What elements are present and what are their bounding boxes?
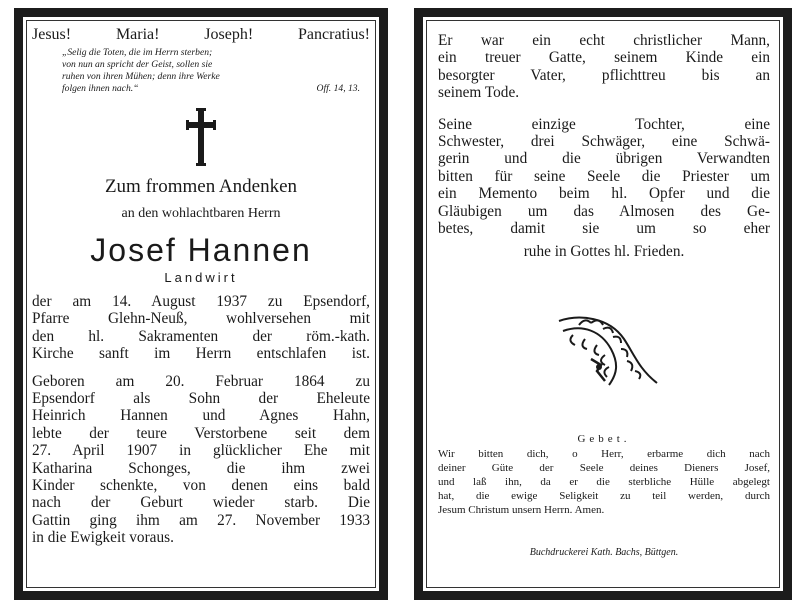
text-line: Gattin ging ihm am 27. November 1933 xyxy=(32,511,370,529)
text-line: Katharina Schonges, die ihm zwei xyxy=(32,459,370,477)
occupation: Landwirt xyxy=(164,270,238,285)
invocation-pancratius: Pancratius! xyxy=(298,26,370,43)
text-line: der am 14. August 1937 zu Epsendorf, xyxy=(32,293,370,310)
text-line: lebte der teure Verstorbene seit dem xyxy=(32,424,370,442)
text-line: nach der Geburt wieder starb. Die xyxy=(32,494,370,512)
text-line: Kirche sanft im Herrn entschlafen ist. xyxy=(32,345,370,363)
death-paragraph xyxy=(32,293,370,363)
memorial-card-back xyxy=(414,8,792,600)
bible-line: folgen ihnen nach.“ xyxy=(62,83,139,94)
prayer-line: und laß ihn, da er die sterbliche Hülle abgelegt xyxy=(438,475,770,488)
text-line: besorgter Vater, pflichttreu bis an xyxy=(438,66,770,84)
printer-imprint: Buchdruckerei Kath. Bachs, Büttgen. xyxy=(529,546,679,558)
cross-icon xyxy=(186,108,216,166)
prayer-text xyxy=(438,447,770,517)
text-line: Gläubigen um das Almosen des Ge- xyxy=(438,202,770,220)
invocation-jesus: Jesus! xyxy=(32,26,72,43)
text-line: in die Ewigkeit voraus. xyxy=(32,529,174,547)
text-line: Geboren am 20. Februar 1864 zu xyxy=(32,372,370,390)
deceased-name: Josef Hannen xyxy=(90,232,312,268)
text-line: Er war ein echt christlicher Mann, xyxy=(438,32,770,49)
text-line: Kinder schenkte, von denen eins bald xyxy=(32,477,370,495)
biography-paragraph xyxy=(32,373,370,547)
bible-line: von nun an spricht der Geist, sollen sie xyxy=(62,59,213,70)
text-line: gerin und die übrigen Verwandten xyxy=(438,150,770,168)
bible-reference: Off. 14, 13. xyxy=(316,83,360,94)
memorial-heading: Zum frommen Andenken xyxy=(104,176,298,197)
family-request-paragraph xyxy=(438,116,770,238)
text-line: ein treuer Gatte, seinem Kinde ein xyxy=(438,49,770,67)
prayer-line: Wir bitten dich, o Herr, erbarme dich nach xyxy=(438,447,770,460)
text-line: 27. April 1907 in glücklicher Ehe mit xyxy=(32,442,370,460)
invocation-line xyxy=(32,26,370,44)
prayer-line: deiner Güte der Seele deines Dieners Josef, xyxy=(438,461,770,474)
bible-line: ruhen von ihren Mühen; denn ihre Werke xyxy=(62,71,220,82)
text-line: betes, damit sie um so eher xyxy=(438,220,770,238)
invocation-maria: Maria! xyxy=(115,26,160,43)
text-line: ein Memento beim hl. Opfer und die xyxy=(438,185,770,203)
palm-wreath-icon xyxy=(539,309,669,389)
prayer-line: hat, die ewige Seligkeit zu teil werden, durch xyxy=(438,489,770,502)
closing-line: ruhe in Gottes hl. Frieden. xyxy=(523,243,685,261)
bible-line: „Selig die Toten, die im Herrn sterben; xyxy=(62,47,213,58)
text-line: Schwester, drei Schwäger, eine Schwä- xyxy=(438,133,770,151)
prayer-title: Gebet. xyxy=(577,432,631,445)
text-line: Epsendorf als Sohn der Eheleute xyxy=(32,390,370,408)
invocation-joseph: Joseph! xyxy=(204,26,254,43)
text-line: bitten für seine Seele die Priester um xyxy=(438,167,770,185)
prayer-line: Jesum Christum unsern Herrn. Amen. xyxy=(438,503,605,516)
text-line: Pfarre Glehn-Neuß, wohlversehen mit xyxy=(32,310,370,328)
text-line: seinem Tode. xyxy=(438,84,520,102)
memorial-subheading: an den wohlachtbaren Herrn xyxy=(121,206,281,221)
character-paragraph xyxy=(438,32,770,102)
memorial-card-front xyxy=(14,8,388,600)
text-line: Seine einzige Tochter, eine xyxy=(438,115,770,133)
text-line: Heinrich Hannen und Agnes Hahn, xyxy=(32,407,370,425)
text-line: den hl. Sakramenten der röm.-kath. xyxy=(32,327,370,345)
